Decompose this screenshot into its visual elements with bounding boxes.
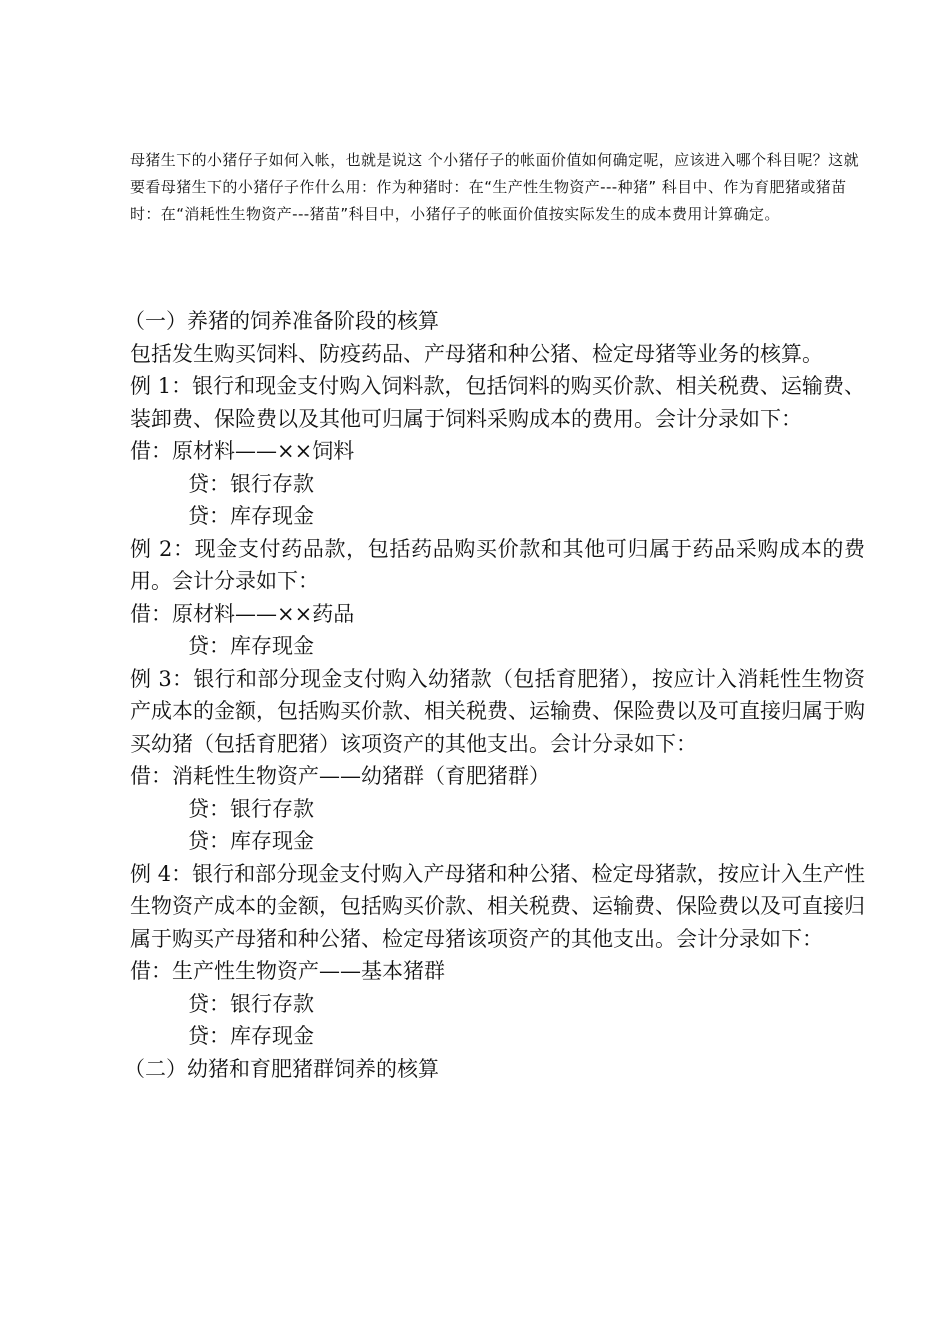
document-body <box>124 305 865 1085</box>
intro-paragraph: 母猪生下的小猪仔子如何入帐，也就是说这 个小猪仔子的帐面价值如何确定呢，应该进入哪个科目呢？这就要看母猪生下的小猪仔子作什么用：作为种猪时：在“生产性生物资产---种猪” 科目中、作为育肥猪或猪苗时：在“消耗性生物资产---猪苗”科目中，小猪仔子的帐面价值按实际发生的成本费用计算确定。 <box>130 151 859 223</box>
example-3-debit: 借：消耗性生物资产——幼猪群（育肥猪群） <box>130 764 550 788</box>
example-1-credit-bank: 贷：银行存款 <box>188 471 314 496</box>
example-2-credit-cash: 贷：库存现金 <box>188 634 314 658</box>
section-description-1: 包括发生购买饲料、防疫药品、产母猪和种公猪、检定母猪等业务的核算。 <box>130 341 823 366</box>
example-2-text: 例 2：现金支付药品款，包括药品购买价款和其他可归属于药品采购成本的费用。会计分录如下： <box>130 536 865 593</box>
example-3-credit-cash: 贷：库存现金 <box>188 829 314 853</box>
example-1-debit: 借：原材料——××饲料 <box>130 439 355 463</box>
example-1-credit-cash: 贷：库存现金 <box>188 504 314 528</box>
example-2-debit: 借：原材料——××药品 <box>130 601 355 626</box>
example-3-text: 例 3：银行和部分现金支付购入幼猪款（包括育肥猪），按应计入消耗性生物资产成本的金额，包括购买价款、相关税费、运输费、保险费以及可直接归属于购买幼猪（包括育肥猪）该项资产的其他支出。会计分录如下： <box>130 666 865 756</box>
example-4-credit-cash: 贷：库存现金 <box>188 1024 314 1048</box>
example-4-text: 例 4：银行和部分现金支付购入产母猪和种公猪、检定母猪款，按应计入生产性生物资产成本的金额，包括购买价款、相关税费、运输费、保险费以及可直接归属于购买产母猪和种公猪、检定母猪该项资产的其他支出。会计分录如下： <box>130 861 865 951</box>
example-4-credit-bank: 贷：银行存款 <box>188 991 314 1016</box>
example-3-credit-bank: 贷：银行存款 <box>188 796 314 821</box>
section-heading-1: （一）养猪的饲养准备阶段的核算 <box>124 309 439 333</box>
example-1-text: 例 1：银行和现金支付购入饲料款，包括饲料的购买价款、相关税费、运输费、装卸费、保险费以及其他可归属于饲料采购成本的费用。会计分录如下： <box>130 374 865 431</box>
example-4-debit: 借：生产性生物资产——基本猪群 <box>130 959 445 983</box>
section-heading-2: （二）幼猪和育肥猪群饲养的核算 <box>124 1056 439 1081</box>
